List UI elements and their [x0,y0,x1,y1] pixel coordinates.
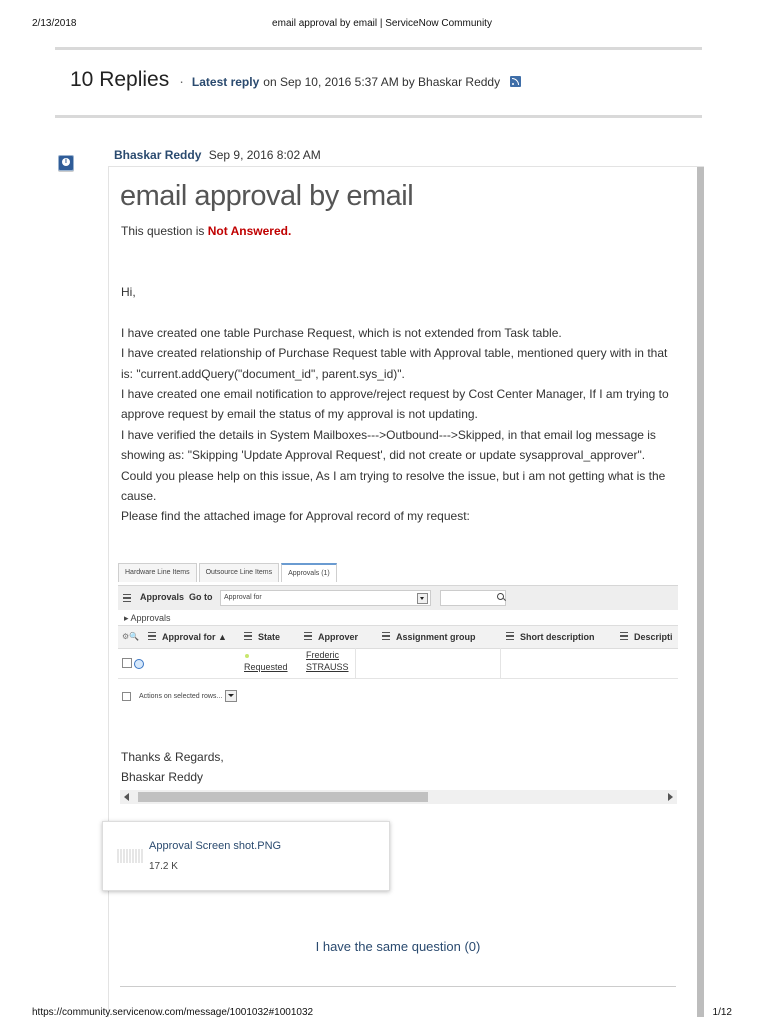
print-page-number: 1/12 [712,1007,732,1018]
divider-bottom [55,115,702,118]
state-cell: Requested [244,662,288,672]
tab-outsource-line-items: Outsource Line Items [199,563,280,582]
column-header: Short description [506,632,595,642]
attachment-card[interactable] [102,821,390,891]
chevron-down-icon [417,593,428,604]
post-line: I have verified the details in System Mailboxes--->Outbound--->Skipped, in that email log message is showing as: "Skipping 'Update Approval Request', did not create or update sysapproval_approver". [121,427,656,463]
list-search-field [440,590,506,606]
column-header: State [244,632,280,642]
tab-hardware-line-items: Hardware Line Items [118,563,197,582]
status-badge: Not Answered. [207,224,292,238]
hamburger-icon [123,594,131,602]
print-date: 2/13/2018 [32,18,77,29]
attachment-link[interactable]: Approval Screen shot.PNG [149,840,282,852]
post-line: I have created one email notification to approve/reject request by Cost Center Manager, If I am trying to approve request by email the status of my approval is not updating. [121,387,669,422]
question-info-icon: i [58,155,74,171]
column-header: Approval for ▲ [148,632,227,642]
post-line: I have created one table Purchase Request, which is not extended from Task table. [121,325,562,340]
replies-count: 10 Replies [70,68,170,91]
list-header [118,625,678,649]
approver-cell-last: STRAUSS [306,662,349,672]
status-prefix: This question is [121,224,205,238]
replies-bar [70,68,521,92]
record-icon [134,659,144,669]
post-signoff [121,747,224,788]
chevron-down-icon [225,690,237,702]
related-list-tabs [118,563,339,582]
scrollbar-thumb[interactable] [138,792,428,802]
select-all-checkbox [122,692,131,701]
author-link[interactable]: Bhaskar Reddy [114,148,202,162]
column-header: Descripti [620,632,673,642]
settings-search-icons: ⚙🔍 [122,632,140,641]
separator-dot: · [179,73,184,89]
approver-cell-first: Frederic [306,650,340,660]
table-row [118,648,678,679]
latest-reply-text: on Sep 10, 2016 5:37 AM by Bhaskar Reddy [263,75,501,89]
horizontal-scrollbar[interactable] [120,790,677,804]
post-author-line [114,148,321,162]
print-url: https://community.servicenow.com/message/1001032#1001032 [32,1007,314,1018]
signoff-name: Bhaskar Reddy [121,770,204,785]
print-page-title: email approval by email | ServiceNow Community [272,18,492,29]
list-breadcrumb: ▸ Approvals [124,613,171,623]
greeting: Hi, [121,285,136,299]
post-date: Sep 9, 2016 8:02 AM [208,148,321,162]
question-status [121,224,291,238]
scroll-right-icon[interactable] [668,793,673,801]
column-header: Assignment group [382,632,476,642]
post-body [121,282,676,527]
tab-approvals: Approvals (1) [281,563,337,582]
same-question-link[interactable]: I have the same question (0) [315,939,481,954]
row-checkbox [122,658,132,668]
post-line: Could you please help on this issue, As I am trying to resolve the issue, but i am not getting what is the cause. [121,468,666,504]
list-toolbar [118,585,678,610]
state-indicator-icon [245,654,249,658]
attachment-thumbnail [117,849,143,863]
list-title: Approvals Go to [140,592,213,602]
goto-select: Approval for [220,590,431,606]
embedded-screenshot [118,559,678,711]
search-icon [497,593,504,600]
post-title: email approval by email [120,180,414,212]
column-header: Approver [304,632,358,642]
rss-icon[interactable] [510,76,521,87]
list-actions: Actions on selected rows... [122,690,237,702]
scroll-left-icon[interactable] [124,793,129,801]
signoff-line: Thanks & Regards, [121,750,224,764]
divider-top [55,47,702,50]
latest-reply-link[interactable]: Latest reply [191,75,260,89]
attachment-size: 17.2 K [149,861,178,872]
post-line: I have created relationship of Purchase Request table with Approval table, mentioned query with in that is: "current.addQuery("document_id", parent.sys_id)". [121,346,668,381]
post-line: Please find the attached image for Approval record of my request: [121,509,470,524]
divider-post-bottom [120,986,676,987]
